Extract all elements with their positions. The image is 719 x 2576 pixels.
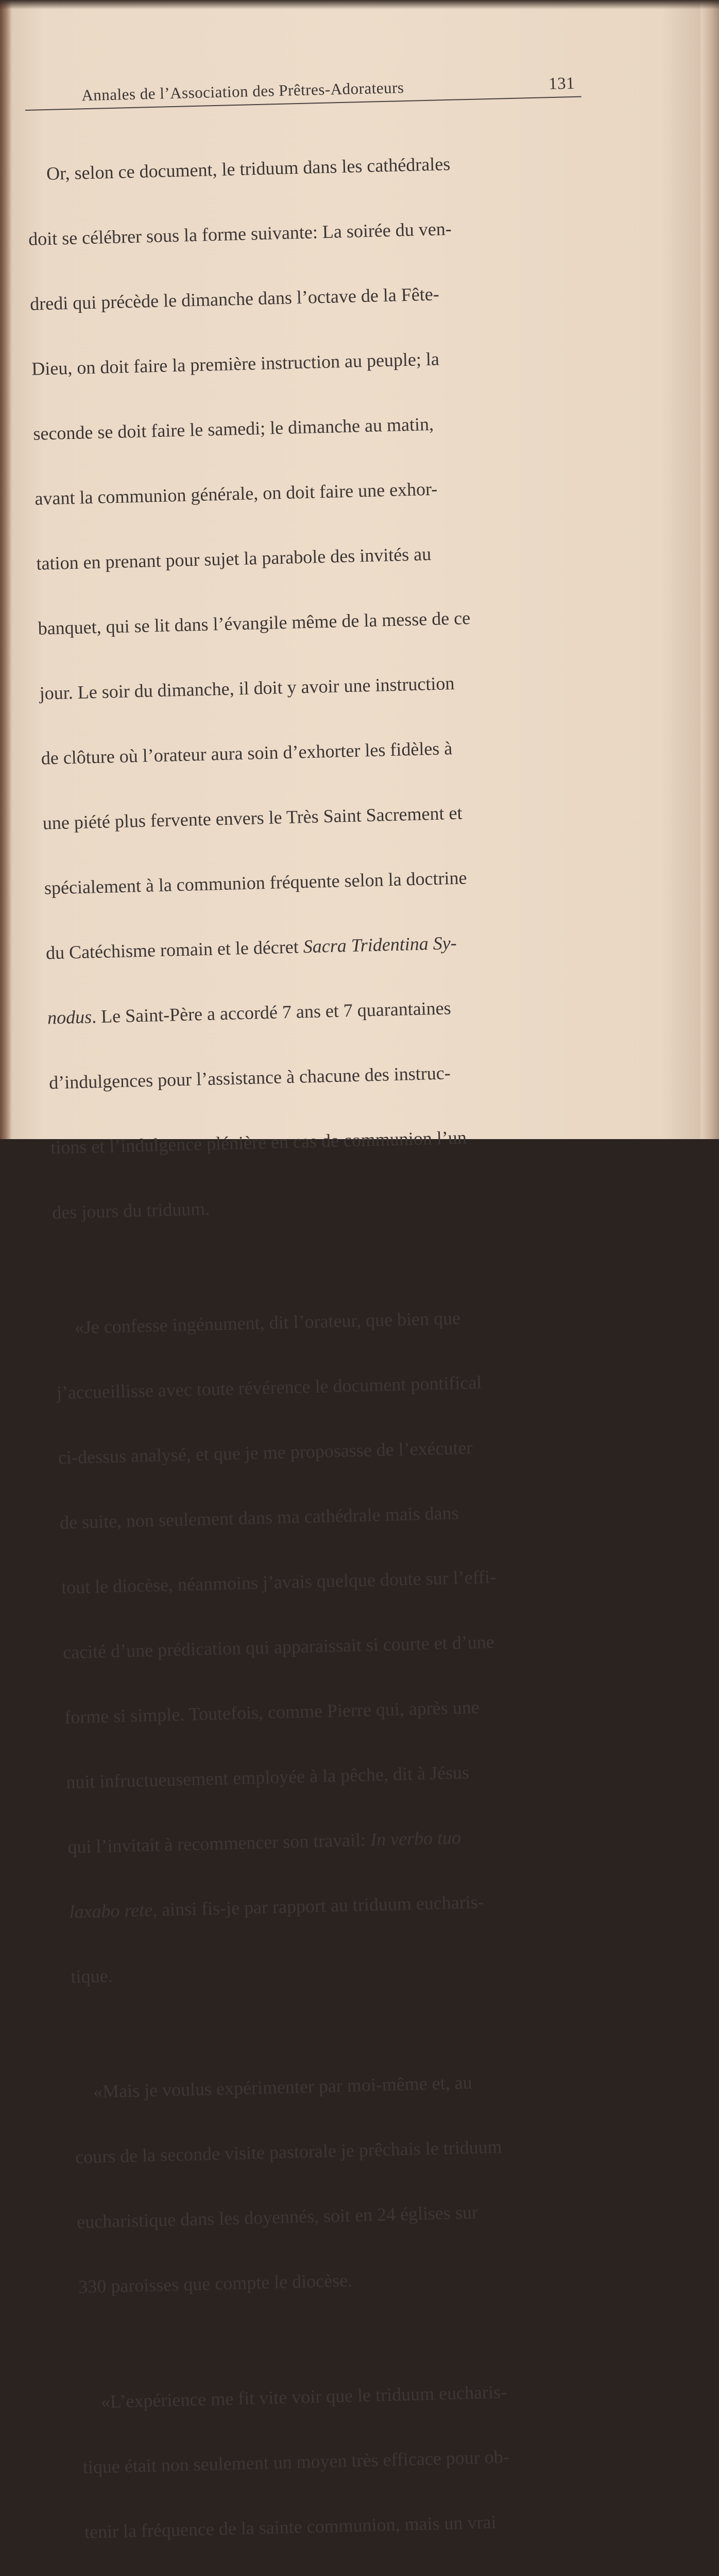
italic-text: In verbo tuo (370, 1827, 461, 1850)
text-line: ci-dessus analysé, et que je me proposasse de l’exécuter (58, 1437, 473, 1468)
text-line: doit se célébrer sous la forme suivante: La soirée du ven- (28, 218, 452, 249)
text-line: cours de la seconde visite pastorale je prêchais le triduum (75, 2136, 503, 2167)
italic-text: laxabo rete (69, 1899, 153, 1922)
text-line: cacité d’une prédication qui apparaissait si courte et d’une (62, 1631, 495, 1663)
text-line-mixed (46, 928, 603, 963)
text-line: Or, selon ce document, le triduum dans les cathédrales (46, 153, 451, 184)
text-line: 330 paroisses que compte le diocèse. (78, 2269, 353, 2297)
text-line-mixed (69, 1888, 626, 1923)
running-header (25, 74, 581, 111)
text-line: de suite, non seulement dans ma cathédrale mais dans (59, 1502, 459, 1533)
page-number: 131 (548, 74, 575, 94)
text-line: jour. Le soir du dimanche, il doit y avoir une instruction (39, 672, 455, 704)
paragraph-2 (54, 1260, 628, 2031)
text-line: des jours du triduum. (52, 1198, 210, 1223)
text-line: tique. (71, 1965, 113, 1987)
text-line-mixed (67, 1823, 624, 1858)
text-line (86, 2572, 643, 2576)
italic-text: nodus (47, 1006, 92, 1028)
text-line: forme si simple. Toutefois, comme Pierre qui, après une (64, 1697, 480, 1728)
text-line: avant la communion générale, on doit faire une exhor- (35, 478, 438, 509)
text-line: spécialement à la communion fréquente selon la doctrine (44, 867, 467, 899)
text-line: tation en prenant pour sujet la parabole des invités au (36, 543, 432, 574)
running-title: Annales de l’Association des Prêtres-Adorateurs (81, 78, 404, 105)
text-line: tout le diocèse, néanmoins j’avais quelque doute sur l’effi- (61, 1566, 497, 1598)
text-line: «Je confesse ingénument, dit l’orateur, que bien que (74, 1308, 461, 1338)
text-line-mixed (47, 993, 604, 1028)
text-run: du Catéchisme romain et le décret (45, 936, 304, 963)
top-shadow (0, 0, 719, 9)
text-line: nuit infructueusement employée à la pêche, dit à Jésus (65, 1761, 470, 1793)
text-line: «Mais je voulus expérimenter par moi-même et, au (93, 2072, 473, 2102)
text-block (25, 74, 653, 2576)
italic-text: Sacra Tridentina Sy- (303, 933, 457, 957)
text-run: , ainsi fis-je par rapport au triduum eucharis- (152, 1891, 485, 1920)
text-line: tions et l’indulgence plénière en cas de communion l’un (50, 1127, 467, 1158)
binding-edge (0, 0, 11, 1139)
text-line: de clôture où l’orateur aura soin d’exhorter les fidèles à (41, 738, 453, 769)
text-line: j’accueillisse avec toute révérence le document pontifical (56, 1372, 482, 1403)
text-line: eucharistique dans les doyennés, soit en 24 églises sur (76, 2201, 478, 2232)
paragraph-4 (80, 2334, 648, 2576)
page-right-edge (700, 0, 719, 1139)
text-run: qui l’invitait à recommencer son travail: (67, 1829, 371, 1857)
text-line: d’indulgences pour l’assistance à chacune des instruc- (48, 1062, 451, 1093)
text-line: banquet, qui se lit dans l’évangile même de la messe de ce (38, 607, 471, 639)
text-line: une piété plus fervente envers le Très Saint Sacrement et (42, 802, 463, 834)
text-line: tique était non seulement un moyen très efficace pour ob- (82, 2446, 510, 2478)
paragraph-3 (73, 2024, 636, 2341)
text-line: seconde se doit faire le samedi; le dimanche au matin, (32, 413, 434, 444)
text-line: Dieu, on doit faire la première instruction au peuple; la (31, 348, 440, 379)
text-line: «L’expérience me fit vite voir que le triduum eucharis- (100, 2381, 507, 2412)
text-line: tenir la fréquence de la sainte communion, mais un vrai (84, 2512, 497, 2543)
text-run: . Le Saint-Père a accordé 7 ans et 7 quarantaines (91, 997, 452, 1027)
paragraph-1 (26, 107, 610, 1267)
text-line: dredi qui précède le dimanche dans l’octave de la Fête- (29, 283, 440, 314)
